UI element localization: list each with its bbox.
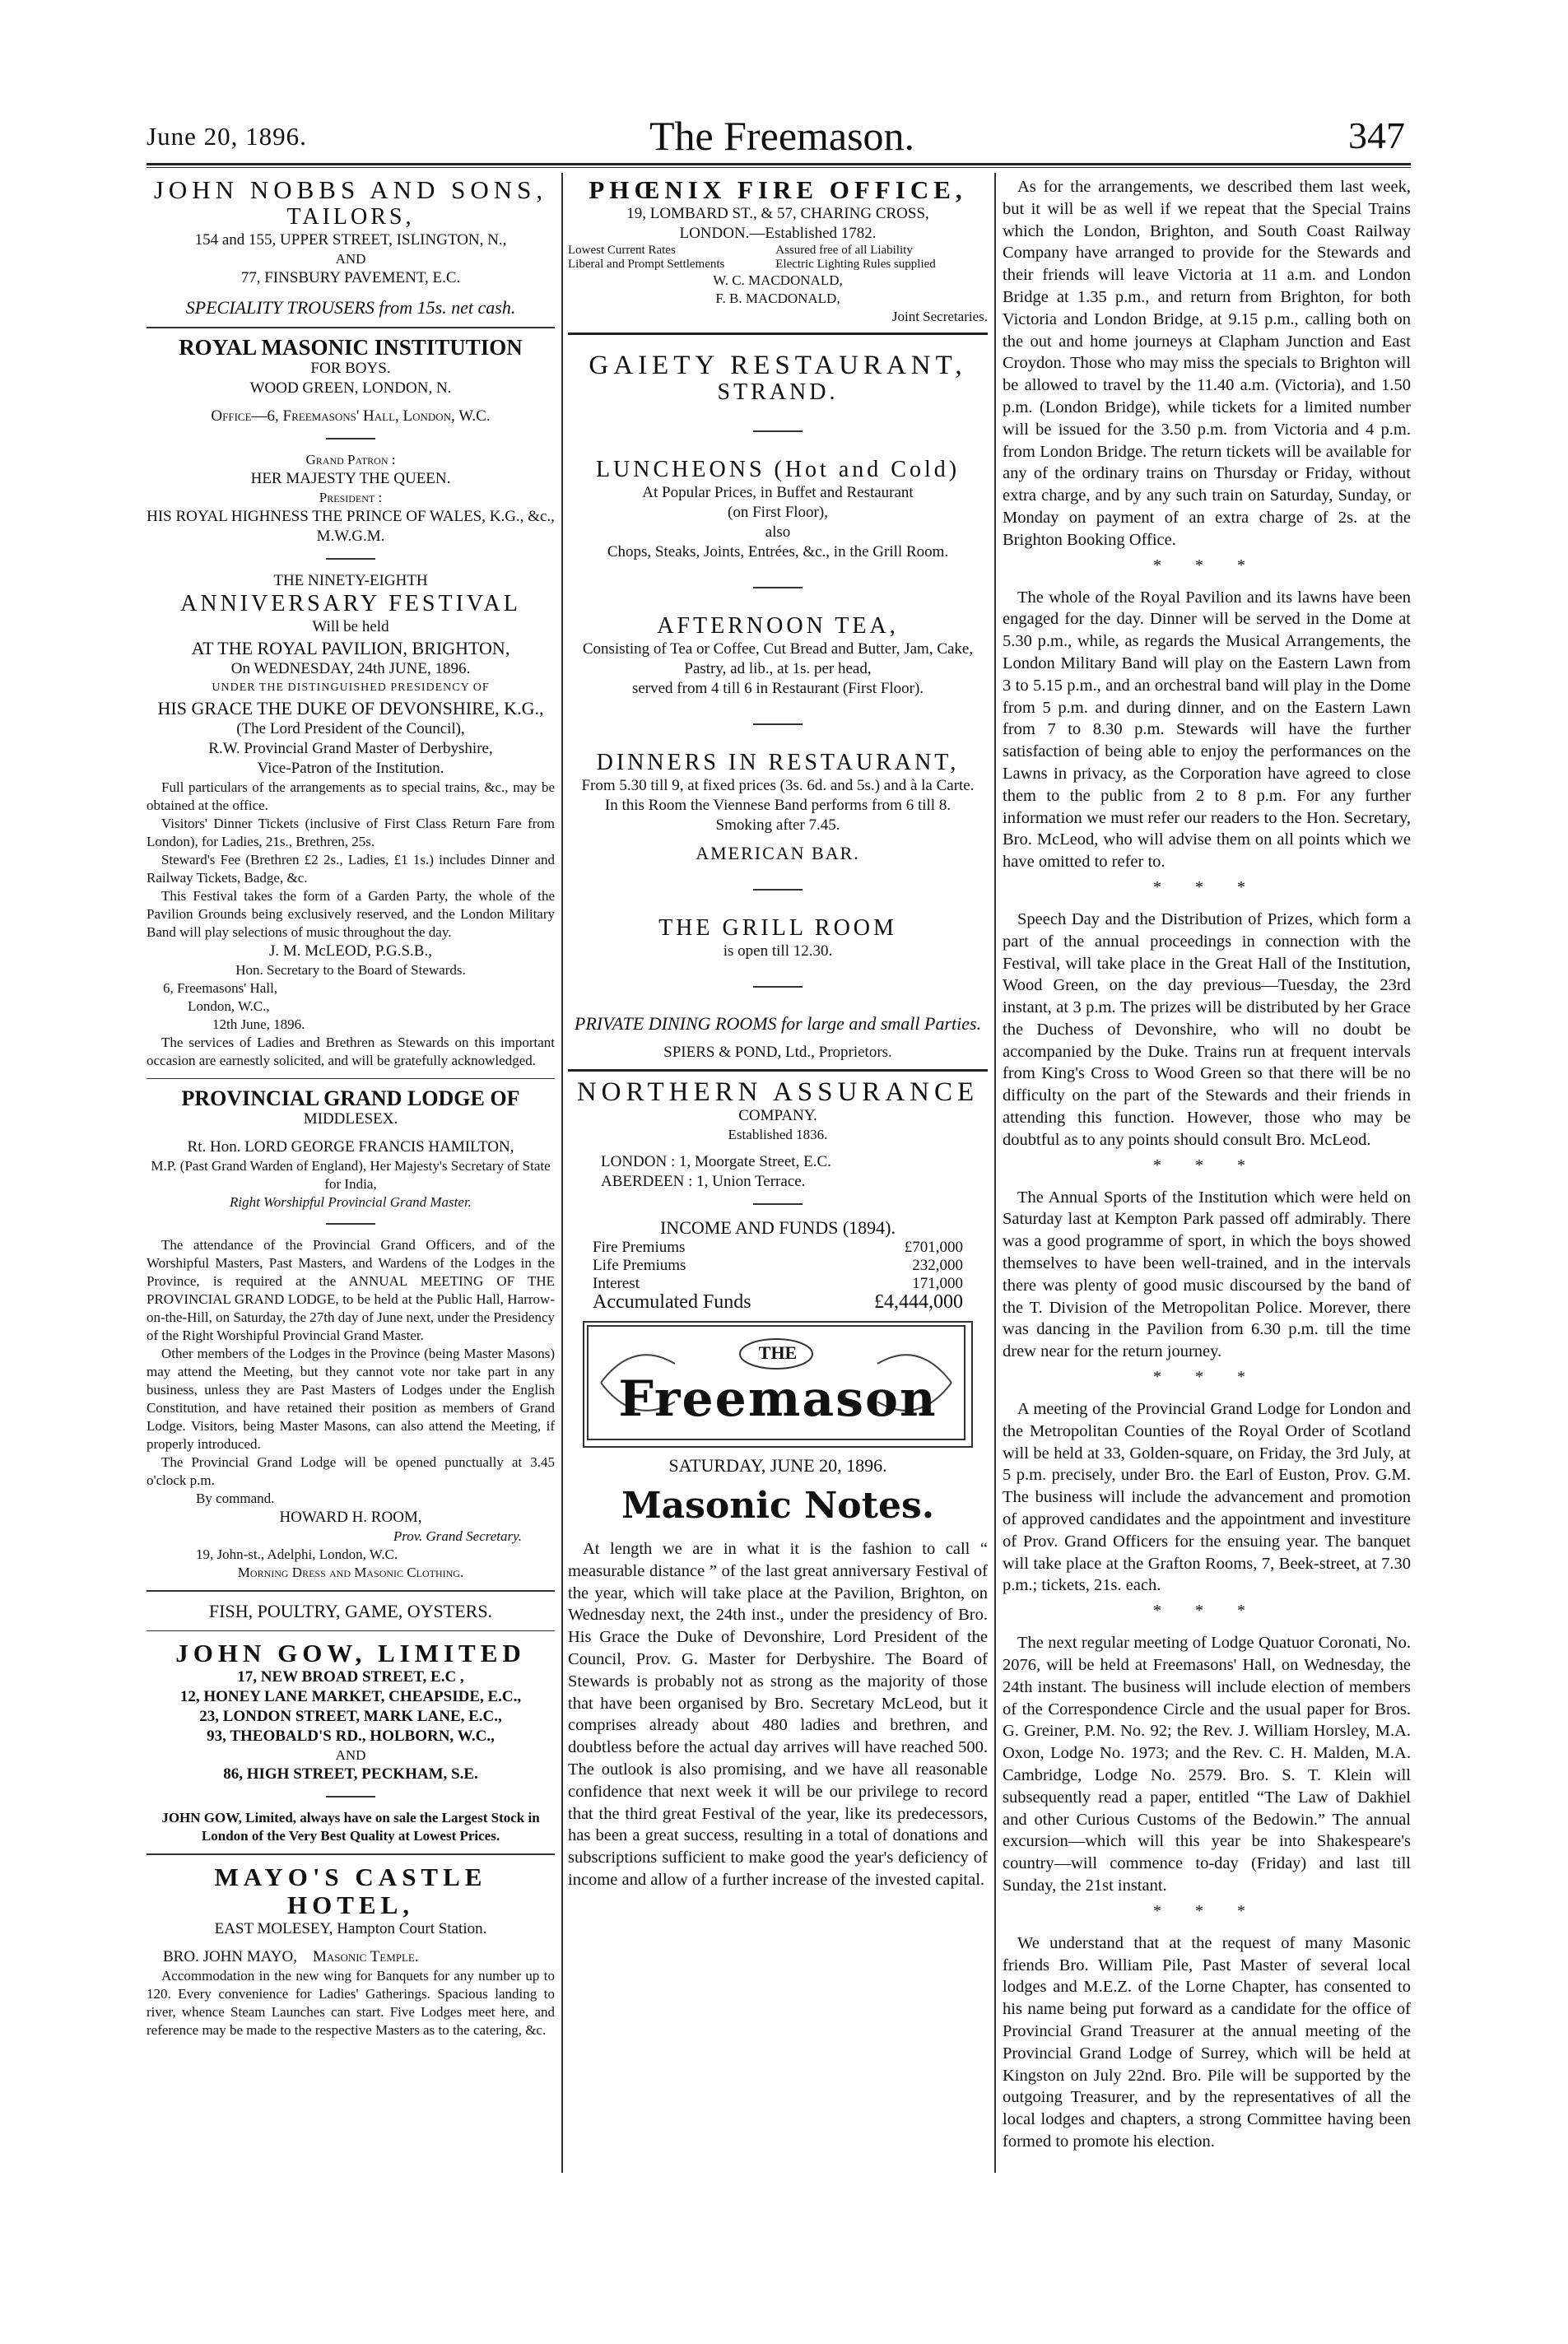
dress-note: Morning Dress and Masonic Clothing. bbox=[237, 1565, 464, 1580]
ad-title: JOHN NOBBS AND SONS, bbox=[153, 176, 548, 204]
festival-vice: Vice-Patron of the Institution. bbox=[257, 759, 444, 777]
pgm-detail: M.P. (Past Grand Warden of England), Her Majesty's Secretary of State for India, bbox=[151, 1158, 551, 1192]
ad-phoenix bbox=[568, 176, 988, 326]
ad-provincial-grand-lodge bbox=[147, 1087, 555, 1582]
tea-line: Consisting of Tea or Coffee, Cut Bread and Butter, Jam, Cake, Pastry, ad lib., at 1s. per head, bbox=[582, 640, 974, 677]
column-divider-2 bbox=[994, 173, 996, 2173]
tea-heading: AFTERNOON TEA, bbox=[657, 613, 899, 639]
dinners-heading: DINNERS IN RESTAURANT, bbox=[596, 750, 960, 775]
phoenix-cell: Lowest Current Rates bbox=[568, 244, 676, 257]
article-para: We understand that at the request of many Masonic friends Bro. William Pile, Past Master of several local lodges and M.E.Z. of the Lorne Chapter, has consented to his name being put forward as a candidate for the office of Provincial Grand Treasurer at the annual meeting of the Provincial Grand Lodge of Surrey, which will be held at Kingston on July 22nd. Bro. Pile will be supported by the outgoing Treasurer, and by the representatives of all the local lodges and chapters, a strong Committee having been formed to promote his election. bbox=[1003, 1933, 1411, 2151]
ad-and: AND bbox=[335, 251, 366, 267]
ad-address: LONDON.—Established 1782. bbox=[679, 225, 877, 242]
row-value: 171,000 bbox=[912, 1275, 963, 1292]
article-para: The whole of the Royal Pavilion and its lawns have been engaged for the day. Dinner will be served in the Dome at 5.30 p.m., while, as regards the Musical Arrangements, the London Military Band will play on the Eastern Lawn from 3 to 5.15 p.m., and an orchestral band will play in the Dome from 5 p.m. and during dinner, and on the Eastern Lawn from 7 to 8.30 p.m. Stewards will have the further satisfaction of being able to enjoy the performances on the Lawns in privacy, as the Corporation have agreed to close them to the public from 2 to 8 p.m. For any further information we must refer our readers to the Hon. Secretary, Bro. McLeod, who will advise them on all points which we have omitted to refer to. bbox=[1003, 588, 1411, 872]
festival-number: THE NINETY-EIGHTH bbox=[273, 571, 428, 589]
notice-para: Other members of the Lodges in the Province (being Master Masons) may attend the Meeting, but they cannot vote nor take part in any business, unless they are Past Masters of Lodges under the English Constitution, and have retained their position as members of Grand Lodge. Visitors, being Master Masons, can also attend the Meeting, if properly introduced. bbox=[147, 1346, 555, 1452]
ad-mayo bbox=[147, 1863, 555, 2039]
ad-location: WOOD GREEN, LONDON, N. bbox=[249, 379, 452, 397]
logo-the: THE bbox=[758, 1342, 798, 1363]
festival-held: Will be held bbox=[312, 617, 389, 635]
page-number: 347 bbox=[1348, 114, 1405, 156]
pgm-name: Rt. Hon. LORD GEORGE FRANCIS HAMILTON, bbox=[187, 1138, 514, 1156]
festival-rw: R.W. Provincial Grand Master of Derbyshire, bbox=[208, 739, 493, 757]
notice-para: The attendance of the Provincial Grand Officers, and of the Worshipful Masters, Past Masters, and Wardens of the Lodges in the Province, is required at the ANNUAL MEETING OF THE PROVINCIAL GRAND LODGE, to be held at the Public Hall, Harrow-on-the-Hill, on Saturday, the 27th day of June next, under the Presidency of the Right Worshipful Provincial Grand Master. bbox=[147, 1237, 555, 1343]
patron-label: Grand Patron : bbox=[305, 451, 396, 467]
freemason-masthead-logo bbox=[583, 1321, 973, 1448]
separator-stars: * * * bbox=[1153, 877, 1260, 896]
separator-stars: * * * bbox=[1153, 1901, 1260, 1920]
masthead-title: The Freemason. bbox=[649, 113, 915, 159]
pgm-title: Right Worshipful Provincial Grand Master. bbox=[230, 1194, 472, 1210]
ad-subtitle: EAST MOLESEY, Hampton Court Station. bbox=[214, 1919, 487, 1937]
row-value: £701,000 bbox=[904, 1239, 963, 1256]
festival-venue: AT THE ROYAL PAVILION, BRIGHTON, bbox=[191, 637, 510, 658]
private-rooms: PRIVATE DINING ROOMS for large and small Parties. bbox=[574, 1013, 982, 1034]
ad-address: 86, HIGH STREET, PECKHAM, S.E. bbox=[223, 1765, 478, 1783]
row-label: Life Premiums bbox=[593, 1257, 686, 1274]
column-right bbox=[1003, 176, 1411, 2153]
row-value: 232,000 bbox=[912, 1257, 963, 1274]
ad-address: 93, THEOBALD'S RD., HOLBORN, W.C., bbox=[207, 1728, 495, 1745]
president-name: HIS ROYAL HIGHNESS THE PRINCE OF WALES, K.G., &c., M.W.G.M. bbox=[147, 507, 555, 545]
phoenix-cell: Assured free of all Liability bbox=[775, 244, 913, 257]
ad-subtitle: FOR BOYS. bbox=[310, 359, 391, 377]
luncheons-line: also bbox=[765, 523, 791, 541]
festival-note: Visitors' Dinner Tickets (inclusive of First Class Return Fare from London), for Ladies, 21s., Brethren, 25s. bbox=[147, 815, 555, 849]
ad-john-gow bbox=[147, 1639, 555, 1845]
ad-title: NORTHERN ASSURANCE bbox=[576, 1077, 979, 1107]
dinners-line: In this Room the Viennese Band performs from 6 till 8. bbox=[604, 797, 952, 814]
table-row bbox=[593, 1275, 963, 1293]
tea-line: served from 4 till 6 in Restaurant (First Floor). bbox=[631, 680, 924, 697]
ad-gaiety bbox=[568, 351, 988, 1063]
address-line: 19, John-st., Adelphi, London, W.C. bbox=[196, 1546, 398, 1562]
ad-title: JOHN GOW, LIMITED bbox=[175, 1639, 526, 1667]
address-date: 12th June, 1896. bbox=[212, 1016, 305, 1032]
bar-heading: AMERICAN BAR. bbox=[696, 843, 860, 863]
ad-office: Office—6, Freemasons' Hall, London, W.C. bbox=[211, 407, 491, 425]
ad-subtitle: TAILORS, bbox=[286, 204, 415, 230]
ad-address: 154 and 155, UPPER STREET, ISLINGTON, N., bbox=[194, 231, 507, 249]
separator-stars: * * * bbox=[1153, 1602, 1260, 1621]
logo-name: Freemason bbox=[618, 1370, 938, 1428]
separator-stars: * * * bbox=[1153, 556, 1260, 574]
table-row bbox=[593, 1239, 963, 1257]
dinners-line: Smoking after 7.45. bbox=[715, 816, 840, 834]
ad-nobbs bbox=[147, 176, 555, 319]
issue-date: June 20, 1896. bbox=[147, 122, 307, 151]
festival-date: On WEDNESDAY, 24th JUNE, 1896. bbox=[230, 659, 471, 677]
row-label: Interest bbox=[593, 1275, 640, 1292]
ad-copy: JOHN GOW, Limited, always have on sale the Largest Stock in London of the Very Best Quality at Lowest Prices. bbox=[161, 1810, 540, 1844]
president-label: President : bbox=[319, 489, 383, 505]
phoenix-table bbox=[568, 244, 988, 272]
section-heading: Masonic Notes. bbox=[621, 1485, 935, 1527]
proprietors: SPIERS & POND, Ltd., Proprietors. bbox=[663, 1044, 892, 1061]
secretary: W. C. MACDONALD, bbox=[713, 272, 843, 288]
ad-copy: Accommodation in the new wing for Banquets for any number up to 120. Every convenience for Ladies' Gatherings. Spacious landing to river, whence Steam Launches can start. Five Lodges meet here, and reference may be made to the respective Masters as to the catering, &c. bbox=[147, 1967, 555, 2038]
secretary: F. B. MACDONALD, bbox=[715, 291, 840, 306]
festival-title: ANNIVERSARY FESTIVAL bbox=[180, 590, 521, 616]
ad-and: AND bbox=[335, 1747, 366, 1763]
address-line: London, W.C., bbox=[188, 998, 270, 1014]
separator-stars: * * * bbox=[1153, 1368, 1260, 1387]
header-rule bbox=[147, 163, 1411, 165]
table-row bbox=[593, 1257, 963, 1275]
ad-title: ROYAL MASONIC INSTITUTION bbox=[179, 334, 523, 360]
festival-note: This Festival takes the form of a Garden Party, the whole of the Pavilion Grounds being exclusively reserved, and the London Military Band will play selections of music throughout the day. bbox=[147, 887, 555, 940]
income-table bbox=[593, 1239, 963, 1311]
notice-para: The Provincial Grand Lodge will be opened punctually at 3.45 o'clock p.m. bbox=[147, 1454, 555, 1488]
ad-title: MAYO'S CASTLE HOTEL, bbox=[214, 1862, 487, 1919]
column-divider-1 bbox=[561, 173, 563, 2173]
office-london: LONDON : 1, Moorgate Street, E.C. bbox=[601, 1153, 831, 1170]
grill-heading: THE GRILL ROOM bbox=[658, 915, 897, 941]
ad-subtitle: STRAND. bbox=[717, 379, 839, 405]
luncheons-line: Chops, Steaks, Joints, Entrées, &c., in the Grill Room. bbox=[607, 543, 949, 560]
luncheons-line: At Popular Prices, in Buffet and Restaurant bbox=[642, 484, 914, 501]
address-line: 6, Freemasons' Hall, bbox=[163, 979, 278, 996]
article-para: The Annual Sports of the Institution which were held on Saturday last at Kempton Park passed off admirably. There was a good programme of sport, in which the boys showed themselves to have been well-trained, and in the intervals there was plenty of good music discoursed by the band of the T. Division of the Metropolitan Police. Morever, there was dancing in the Pavilion from 6.30 p.m. till the time drew near for the return journey. bbox=[1003, 1188, 1411, 1361]
row-label: Fire Premiums bbox=[593, 1239, 686, 1256]
article-para: A meeting of the Provincial Grand Lodge for London and the Metropolitan Counties of the Royal Order of Scotland will be held at 33, Golden-square, on Friday, the 3rd July, at 5 p.m. precisely, under Bro. the Earl of Euston, Prov. G.M. The business will include the advancement and promotion of approved candidates and the appointment and investiture of Prov. Grand Officers for the ensuing year. The banquet will take place at the Grafton Rooms, 7, Beek-street, at 7.30 p.m.; tickets, 21s. each. bbox=[1003, 1400, 1411, 1595]
article-para: The next regular meeting of Lodge Quatuor Coronati, No. 2076, will be held at Freemasons' Hall, on Wednesday, the 24th instant. The business will include election of members of the Correspondence Circle and the usual paper for Bros. G. Greiner, P.M. No. 92; the Rev. J. William Horsley, M.A. Oxon, Lodge No. 1973; and the Rev. C. H. Malden, M.A. Cambridge, Lodge No. 2579. Bro. S. T. Klein will subsequently read a paper, entitled “The Law of Dakhiel and other Curious Customs of the Bedowin.” The annual excursion—which will this year be into Shakespeare's country—will commence to-day (Friday) and last till Sunday, the 21st instant. bbox=[1003, 1634, 1411, 1895]
signature: J. M. McLEOD, P.G.S.B., bbox=[269, 942, 432, 960]
article-para: At length we are in what it is the fashion to call “ measurable distance ” of the last great anniversary Festival of the year, which will take place at the Pavilion, Brighton, on Wednesday next, the 24th inst., under the presidency of Bro. His Grace the Duke of Devonshire, Lord President of the Council, Prov. G. Master for Derbyshire. The Board of Stewards is probably not as strong as the majority of those that have been organised by Bro. Secretary McLeod, but it comprises already about 480 ladies and brethren, and doubtless before the actual day arrives will have reached 500. The outlook is also promising, and we have all reasonable confidence that next week it will be our privilege to record that the third great Festival of the year, like its predecessors, has been a great success, resulting in a total of donations and subscriptions sufficient to make good the year's deficiency of income and allow of a further increase of the invested capital. bbox=[568, 1540, 988, 1889]
column-left bbox=[147, 176, 555, 2039]
festival-note: The services of Ladies and Brethren as Stewards on this important occasion are earnestly solicited, and will be gratefully acknowledged. bbox=[147, 1034, 555, 1068]
ad-royal-masonic-institution bbox=[147, 334, 555, 1070]
ad-title: PROVINCIAL GRAND LODGE OF bbox=[181, 1086, 520, 1110]
proprietor: BRO. JOHN MAYO, bbox=[163, 1947, 297, 1965]
column-middle bbox=[568, 176, 988, 1891]
patron-name: HER MAJESTY THE QUEEN. bbox=[250, 469, 451, 487]
article-para: Speech Day and the Distribution of Prizes, which form a part of the annual proceedings in connection with the Festival, will take place in the Great Hall of the Institution, Wood Green, on the day previous—Tuesday, the 23rd instant, at 3 p.m. The prizes will be distributed by her Grace the Duchess of Devonshire, who will no doubt be accompanied by the Duke. Trains run at frequent intervals from King's Cross to Wood Green so that there will be no difficulty on the part of the Stewards and their friends in attending this function. However, those who may be doubtful as to any points should consult Bro. McLeod. bbox=[1003, 909, 1411, 1149]
ad-address: 23, LONDON STREET, MARK LANE, E.C., bbox=[199, 1708, 502, 1725]
row-label: Accumulated Funds bbox=[593, 1291, 751, 1313]
grill-line: is open till 12.30. bbox=[723, 942, 833, 960]
ad-northern-assurance bbox=[568, 1078, 988, 1311]
dinners-line: From 5.30 till 9, at fixed prices (3s. 6d. and 5s.) and à la Carte. bbox=[581, 777, 975, 794]
signature: HOWARD H. ROOM, bbox=[279, 1509, 422, 1526]
festival-note: Full particulars of the arrangements as to special trains, &c., may be obtained at the office. bbox=[147, 779, 555, 813]
row-value: £4,444,000 bbox=[874, 1291, 963, 1313]
header-rule-thin bbox=[147, 167, 1411, 168]
ad-title: PHŒNIX FIRE OFFICE, bbox=[589, 176, 967, 204]
temple: Masonic Temple. bbox=[312, 1947, 419, 1965]
ad-address: 77, FINSBURY PAVEMENT, E.C. bbox=[240, 269, 461, 286]
luncheons-heading: LUNCHEONS (Hot and Cold) bbox=[595, 457, 961, 482]
by-command: By command. bbox=[196, 1491, 275, 1506]
ad-subtitle: MIDDLESEX. bbox=[303, 1110, 398, 1128]
fish-heading: FISH, POULTRY, GAME, OYSTERS. bbox=[208, 1600, 493, 1621]
ad-subtitle: COMPANY. bbox=[738, 1107, 817, 1124]
article-para: As for the arrangements, we described them last week, but it will be as well if we repeat that the Special Trains which the London, Brighton, and South Coast Railway Company have arranged to provide for the Stewards and their friends will leave Victoria at 11 a.m. and London Bridge at 1.35 p.m., and return from Brighton, for both Victoria and London Bridge, at 9.15 p.m., calling both on the out and home journeys at Clapham Junction and East Croydon. Those who may miss the specials to Brighton will be allowed to travel by the 11.40 a.m. (Victoria), and 1.50 p.m. (London Bridge), while tickets for a limited number will be issued for the 3.50 p.m. from Victoria and 4 p.m. from London Bridge. The return tickets will be available for any of the ordinary trains on Thursday or Friday, without extra charge, and by any such train on Saturday, Sunday, or Monday on payment of an extra charge of 2s. at the Brighton Booking Office. bbox=[1003, 178, 1411, 549]
ad-speciality: SPECIALITY TROUSERS from 15s. net cash. bbox=[185, 297, 516, 318]
ad-address: 12, HONEY LANE MARKET, CHEAPSIDE, E.C., bbox=[179, 1688, 522, 1705]
festival-lord: (The Lord President of the Council), bbox=[236, 719, 465, 737]
festival-president: HIS GRACE THE DUKE OF DEVONSHIRE, K.G., bbox=[157, 697, 544, 719]
secretaries-label: Joint Secretaries. bbox=[891, 309, 988, 324]
luncheons-line: (on First Floor), bbox=[728, 504, 828, 521]
ad-address: 19, LOMBARD ST., & 57, CHARING CROSS, bbox=[626, 205, 929, 222]
ad-address: 17, NEW BROAD STREET, E.C , bbox=[237, 1668, 464, 1686]
office-aberdeen: ABERDEEN : 1, Union Terrace. bbox=[601, 1173, 806, 1190]
festival-note: Steward's Fee (Brethren £2 2s., Ladies, £1 1s.) includes Dinner and Railway Tickets, Badge, &c. bbox=[147, 851, 555, 886]
notes-date: SATURDAY, JUNE 20, 1896. bbox=[668, 1455, 887, 1476]
separator-stars: * * * bbox=[1153, 1156, 1260, 1174]
signature-title: Prov. Grand Secretary. bbox=[393, 1528, 522, 1544]
signature-title: Hon. Secretary to the Board of Stewards. bbox=[235, 961, 466, 978]
table-row bbox=[593, 1293, 963, 1311]
ad-established: Established 1836. bbox=[728, 1127, 828, 1142]
ad-title: GAIETY RESTAURANT, bbox=[589, 351, 967, 380]
festival-under: UNDER THE DISTINGUISHED PRESIDENCY OF bbox=[212, 681, 490, 694]
income-heading: INCOME AND FUNDS (1894). bbox=[659, 1217, 896, 1238]
phoenix-cell: Electric Lighting Rules supplied bbox=[775, 258, 936, 271]
phoenix-cell: Liberal and Prompt Settlements bbox=[568, 258, 725, 271]
